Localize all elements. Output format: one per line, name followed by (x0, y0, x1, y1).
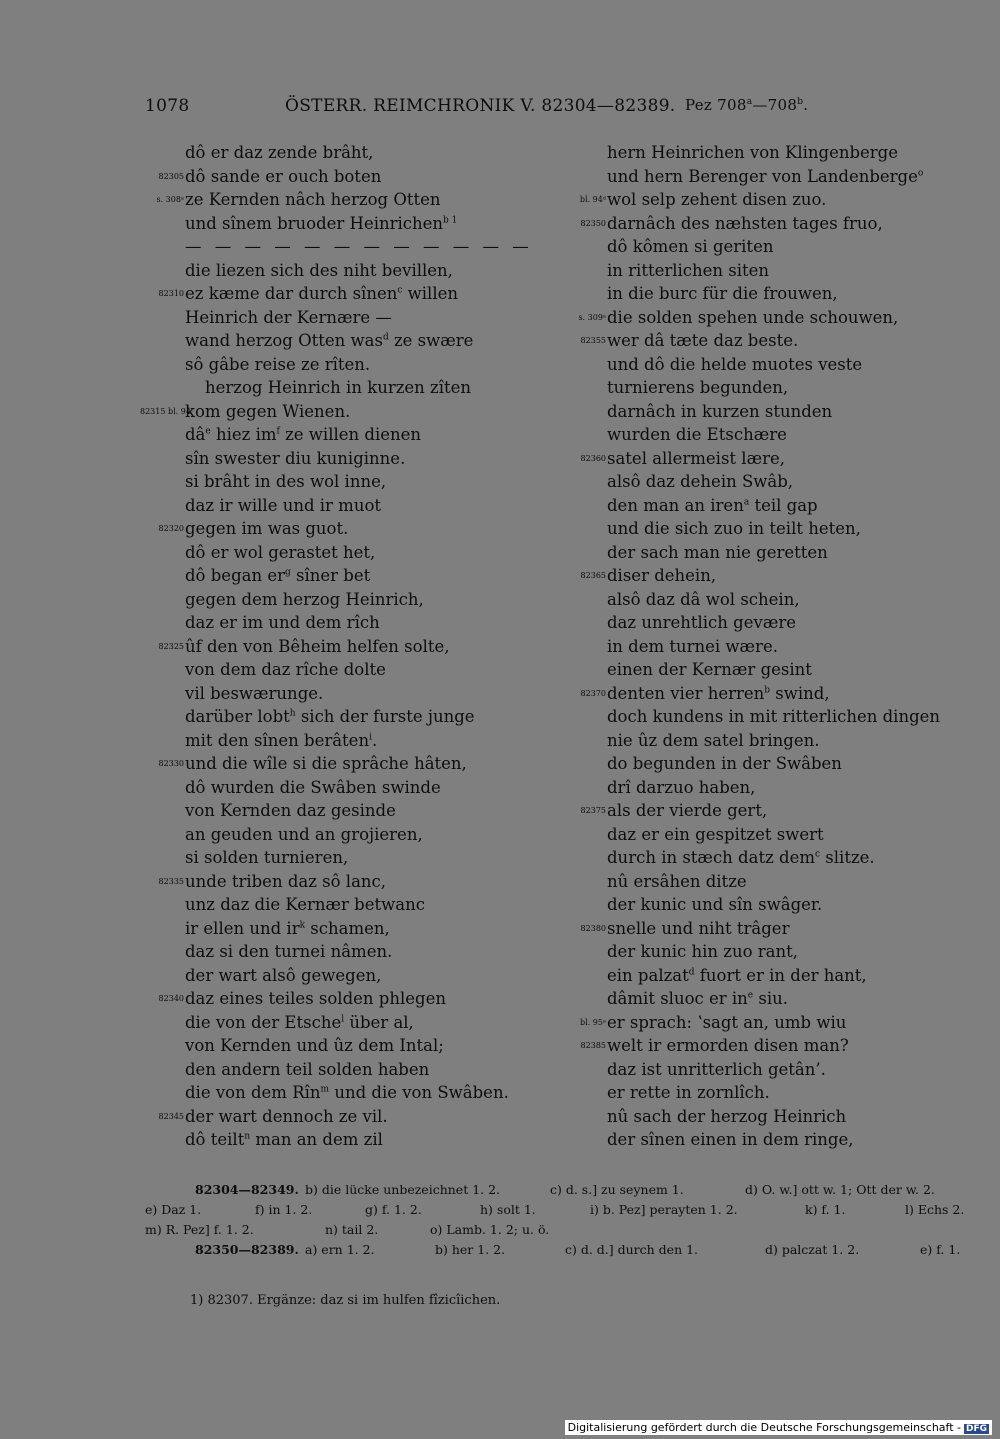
verse-line (562, 282, 992, 306)
verse-text: daz eines teiles solden phlegen (185, 989, 446, 1008)
verse-text: dô teilt$^n$ man an dem zil (185, 1130, 383, 1149)
verse-text: dô kômen si geriten (607, 237, 774, 256)
verse-text: wand herzog Otten was$^d$ ze swære (185, 331, 474, 350)
verse-line (140, 1105, 570, 1129)
line-number: 82330 (158, 759, 184, 768)
apparatus-range: 82304—82349. (195, 1182, 299, 1197)
verse-text: Heinrich der Kernære — (185, 307, 392, 327)
verse-line (140, 376, 570, 400)
verse-line (140, 588, 570, 612)
verse-text: gegen im was guot. (185, 519, 349, 538)
critical-apparatus (145, 1180, 975, 1260)
verse-line (140, 776, 570, 800)
verse-line (140, 282, 570, 306)
verse-line (562, 165, 992, 189)
verse-text: in die burc für die frouwen, (607, 284, 838, 303)
line-number: 82310 (158, 289, 184, 298)
verse-text: der wart dennoch ze vil. (185, 1106, 388, 1126)
apparatus-entry: f) in 1. 2. (255, 1202, 313, 1217)
line-number: s. 308ᵃ (156, 195, 184, 204)
verse-text: si brâht in des wol inne, (185, 472, 387, 491)
verse-text: die liezen sich des niht bevillen, (185, 260, 453, 280)
verse-text: wer dâ tæte daz beste. (607, 331, 799, 350)
verse-text: daz er ein gespitzet swert (607, 824, 824, 844)
verse-line (140, 987, 570, 1011)
verse-line (140, 635, 570, 659)
verse-text: gegen dem herzog Heinrich, (185, 589, 424, 609)
verse-text: — — — — — — — — — — — — (185, 237, 533, 256)
apparatus-entry: h) solt 1. (480, 1202, 536, 1217)
verse-line (562, 235, 992, 259)
verse-line (140, 400, 570, 424)
apparatus-entry: b) her 1. 2. (435, 1242, 506, 1257)
verse-text: dô er wol gerastet het, (185, 542, 376, 562)
verse-text: daz ist unritterlich getân’. (607, 1059, 826, 1079)
verse-text: hern Heinrichen von Klingenberge (607, 143, 899, 162)
apparatus-entry: n) tail 2. (325, 1222, 379, 1237)
verse-line (140, 188, 570, 212)
verse-line (140, 799, 570, 823)
verse-line (140, 705, 570, 729)
verse-text: der kunic hin zuo rant, (607, 942, 798, 961)
verse-text: sîn swester diu kuniginne. (185, 448, 406, 468)
verse-text: er rette in zornlîch. (607, 1083, 770, 1102)
verse-text: die von dem Rîn$^m$ und die von Swâben. (185, 1083, 509, 1102)
verse-line (562, 823, 992, 847)
verse-text: als der vierde gert, (607, 801, 768, 820)
verse-text: dô er daz zende brâht, (185, 143, 374, 162)
verse-line (140, 1011, 570, 1035)
verse-text: unde triben daz sô lanc, (185, 871, 387, 891)
verse-text: ez kæme dar durch sînen$^c$ willen (185, 284, 458, 303)
verse-text: er sprach: ʽsagt an, umb wiu (607, 1012, 847, 1032)
verse-line (140, 752, 570, 776)
apparatus-entry: m) R. Pez] f. 1. 2. (145, 1222, 254, 1237)
verse-line (140, 165, 570, 189)
verse-text: vil beswærunge. (185, 683, 324, 703)
line-number: bl. 95ᵃ (579, 1017, 606, 1027)
verse-line (562, 940, 992, 964)
apparatus-line (145, 1200, 975, 1220)
verse-text: dô began $er^g$ sîner bet (185, 566, 371, 585)
verse-line (562, 987, 992, 1011)
verse-line (562, 259, 992, 283)
apparatus-range: 82350—82389. (195, 1242, 299, 1257)
verse-text: nû sach der herzog Heinrich (607, 1106, 847, 1126)
verse-line (562, 1034, 992, 1058)
verse-text: die solden spehen unde schouwen, (607, 307, 899, 327)
verse-text: den andern teil solden haben (185, 1059, 430, 1079)
apparatus-entry: k) f. 1. (805, 1202, 846, 1217)
verse-text: der sînen einen in dem ringe, (607, 1130, 854, 1149)
verse-line (562, 1128, 992, 1152)
verse-text: alsô daz dâ wol schein, (607, 589, 800, 609)
verse-line (562, 1011, 992, 1035)
line-number: 82340 (158, 994, 184, 1003)
apparatus-entry: e) Daz 1. (145, 1202, 202, 1217)
line-number: 82370 (580, 688, 606, 698)
verse-line (562, 705, 992, 729)
verse-text: drî darzuo haben, (607, 777, 756, 797)
verse-line (562, 729, 992, 753)
verse-text: und dô die helde muotes veste (607, 354, 863, 374)
verse-line (140, 235, 570, 259)
verse-text: von Kernden und ûz dem Intal; (185, 1036, 444, 1055)
verse-line (562, 447, 992, 471)
apparatus-line (145, 1220, 975, 1240)
verse-text: an geuden und an grojieren, (185, 824, 423, 844)
verse-line (562, 517, 992, 541)
verse-line (140, 329, 570, 353)
verse-text: darnâch in kurzen stunden (607, 401, 833, 421)
apparatus-entry: l) Echs 2. (905, 1202, 965, 1217)
verse-text: satel allermeist lære, (607, 448, 785, 468)
verse-text: den man an iren$^a$ teil gap (607, 495, 818, 515)
verse-line (140, 259, 570, 283)
verse-line (562, 1081, 992, 1105)
verse-line (562, 212, 992, 236)
verse-text: dâmit sluoc er $in^e$ siu. (607, 989, 788, 1008)
line-number: bl. 94ᵈ (579, 195, 606, 204)
line-number: 82355 (580, 336, 606, 345)
verse-text: $dâ^e$ hiez $im^f$ ze willen dienen (185, 425, 422, 444)
verse-text: in dem turnei wære. (607, 636, 778, 656)
verse-line (140, 870, 570, 894)
apparatus-entry: i) b. Pez] perayten 1. 2. (590, 1202, 738, 1217)
verse-line (562, 329, 992, 353)
line-number: 82325 (158, 641, 184, 651)
verse-line (562, 752, 992, 776)
right-verse-column (562, 141, 992, 1152)
verse-line (140, 846, 570, 870)
verse-text: wurden die Etschære (607, 425, 787, 444)
running-title: ÖSTERR. REIMCHRONIK V. 82304—82389. (285, 96, 676, 116)
page-header (145, 96, 845, 120)
verse-text: daz si den turnei nâmen. (185, 942, 393, 961)
verse-text: sô gâbe reise ze rîten. (185, 354, 371, 374)
verse-line (140, 564, 570, 588)
verse-line (562, 494, 992, 518)
verse-line (562, 141, 992, 165)
verse-line (140, 141, 570, 165)
verse-line (562, 588, 992, 612)
verse-text: daz unrehtlich gevære (607, 613, 796, 632)
apparatus-entry: d) palczat 1. 2. (765, 1242, 860, 1257)
apparatus-entry: o) Lamb. 1. 2; u. ö. (430, 1222, 550, 1237)
verse-line (562, 376, 992, 400)
verse-line (562, 611, 992, 635)
verse-line (562, 306, 992, 330)
verse-text: und sînem bruoder Heinrichen$^{b 1}$ (185, 213, 458, 233)
line-number: 82350 (580, 218, 606, 228)
verse-text: der sach man nie geretten (607, 542, 828, 562)
line-number: 82385 (580, 1041, 606, 1050)
verse-line (562, 870, 992, 894)
verse-line (140, 940, 570, 964)
apparatus-entry: a) ern 1. 2. (305, 1242, 375, 1257)
verse-line (140, 447, 570, 471)
verse-text: ein palzat$^d$ fuort er in der hant, (607, 965, 867, 985)
verse-text: unz daz die Kernær betwanc (185, 895, 425, 914)
verse-text: nû ersâhen ditze (607, 871, 747, 891)
verse-text: darnâch des næhsten tages fruo, (607, 213, 883, 233)
verse-text: diser dehein, (607, 566, 717, 585)
verse-text: und die wîle si die sprâche hâten, (185, 754, 467, 773)
verse-text: ûf den von Bêheim helfen solte, (185, 636, 450, 656)
verse-line (562, 893, 992, 917)
verse-text: herzog Heinrich in kurzen zîten (205, 378, 472, 397)
verse-line (562, 1058, 992, 1082)
apparatus-entry: g) f. 1. 2. (365, 1202, 422, 1217)
verse-text: ir ellen und $ir^k$ schamen, (185, 918, 390, 938)
verse-line (140, 541, 570, 565)
dfg-logo: DFG (965, 1424, 987, 1434)
verse-text: kom gegen Wienen. (185, 401, 351, 421)
verse-text: von Kernden daz gesinde (185, 801, 396, 820)
verse-line (140, 611, 570, 635)
verse-text: welt ir ermorden disen man? (607, 1036, 849, 1055)
verse-text: durch in stæch datz dem$^c$ slitze. (607, 848, 875, 867)
verse-line (562, 682, 992, 706)
line-number: 82365 (580, 571, 606, 580)
verse-line (562, 799, 992, 823)
apparatus-entry: b) die lücke unbezeichnet 1. 2. (305, 1182, 501, 1197)
line-number: 82320 (158, 524, 184, 533)
verse-line (140, 893, 570, 917)
footnote-1: 1) 82307. Ergänze: daz si im hulfen fîzicîichen. (190, 1293, 501, 1308)
line-number: 82305 (158, 171, 184, 181)
verse-line (140, 917, 570, 941)
verse-line (140, 353, 570, 377)
verse-text: der wart alsô gewegen, (185, 965, 382, 985)
verse-line (562, 1105, 992, 1129)
verse-text: wol selp zehent disen zuo. (607, 190, 827, 209)
verse-text: mit den sînen berâten$^i$. (185, 730, 378, 750)
apparatus-line (145, 1180, 975, 1200)
line-number: 82375 (580, 806, 606, 815)
line-number: s. 309ᵃ (578, 312, 606, 322)
line-number: 82345 (158, 1111, 184, 1121)
verse-text: und hern Berenger von Landenberge$^o$ (607, 166, 924, 186)
verse-line (140, 729, 570, 753)
verse-text: der kunic und sîn swâger. (607, 895, 823, 914)
verse-line (140, 423, 570, 447)
verse-text: denten vier herren$^b$ swind, (607, 683, 830, 703)
verse-line (562, 470, 992, 494)
verse-text: ze Kernden nâch herzog Otten (185, 190, 441, 209)
verse-text: daz er im und dem rîch (185, 613, 380, 632)
verse-text: daz ir wille und ir muot (185, 495, 382, 515)
verse-line (140, 494, 570, 518)
pez-reference: Pez 708$^a$—708$^b$. (685, 96, 809, 114)
verse-line (140, 470, 570, 494)
verse-line (562, 400, 992, 424)
verse-text: turnierens begunden, (607, 378, 789, 397)
line-number: 82335 (158, 876, 184, 886)
apparatus-line (145, 1240, 975, 1260)
apparatus-entry: d) O. w.] ott w. 1; Ott der w. 2. (745, 1182, 935, 1197)
verse-line (562, 846, 992, 870)
verse-line (140, 517, 570, 541)
left-verse-column (140, 141, 570, 1152)
verse-text: von dem daz rîche dolte (185, 660, 386, 679)
verse-line (562, 353, 992, 377)
verse-text: die von der Etsche$^l$ über al, (185, 1012, 414, 1032)
verse-text: do begunden in der Swâben (607, 754, 842, 773)
verse-line (140, 682, 570, 706)
verse-text: darüber lobt$^h$ sich der furste junge (185, 707, 475, 726)
verse-line (562, 423, 992, 447)
verse-line (562, 658, 992, 682)
dfg-banner: Digitalisierung gefördert durch die Deutsche Forschungsgemeinschaft - DFG (565, 1420, 992, 1435)
verse-line (140, 964, 570, 988)
verse-text: und die sich zuo in teilt heten, (607, 519, 861, 538)
verse-line (140, 1128, 570, 1152)
verse-text: si solden turnieren, (185, 848, 349, 867)
verse-line (562, 635, 992, 659)
verse-line (562, 917, 992, 941)
verse-line (140, 1058, 570, 1082)
verse-text: alsô daz dehein Swâb, (607, 472, 794, 491)
line-number: 82360 (580, 453, 606, 463)
verse-line (562, 188, 992, 212)
verse-text: snelle und niht trâger (607, 918, 790, 938)
line-number: 82380 (580, 923, 606, 933)
verse-text: einen der Kernær gesint (607, 660, 812, 679)
line-number: 82315 bl. 94ᶜ (140, 406, 194, 416)
verse-line (562, 541, 992, 565)
verse-line (140, 658, 570, 682)
verse-line (140, 306, 570, 330)
verse-line (140, 1081, 570, 1105)
apparatus-entry: e) f. 1. (920, 1242, 961, 1257)
apparatus-entry: c) d. d.] durch den 1. (565, 1242, 699, 1257)
apparatus-entry: c) d. s.] zu seynem 1. (550, 1182, 684, 1197)
verse-line (140, 212, 570, 236)
verse-line (562, 776, 992, 800)
verse-line (140, 1034, 570, 1058)
verse-text: nie ûz dem satel bringen. (607, 730, 820, 750)
verse-text: in ritterlichen siten (607, 260, 770, 280)
verse-text: doch kundens in mit ritterlichen dingen (607, 707, 941, 726)
page-number: 1078 (145, 96, 190, 116)
verse-line (562, 964, 992, 988)
verse-text: dô sande er ouch boten (185, 166, 382, 186)
verse-line (562, 564, 992, 588)
verse-line (140, 823, 570, 847)
verse-text: dô wurden die Swâben swinde (185, 777, 441, 797)
